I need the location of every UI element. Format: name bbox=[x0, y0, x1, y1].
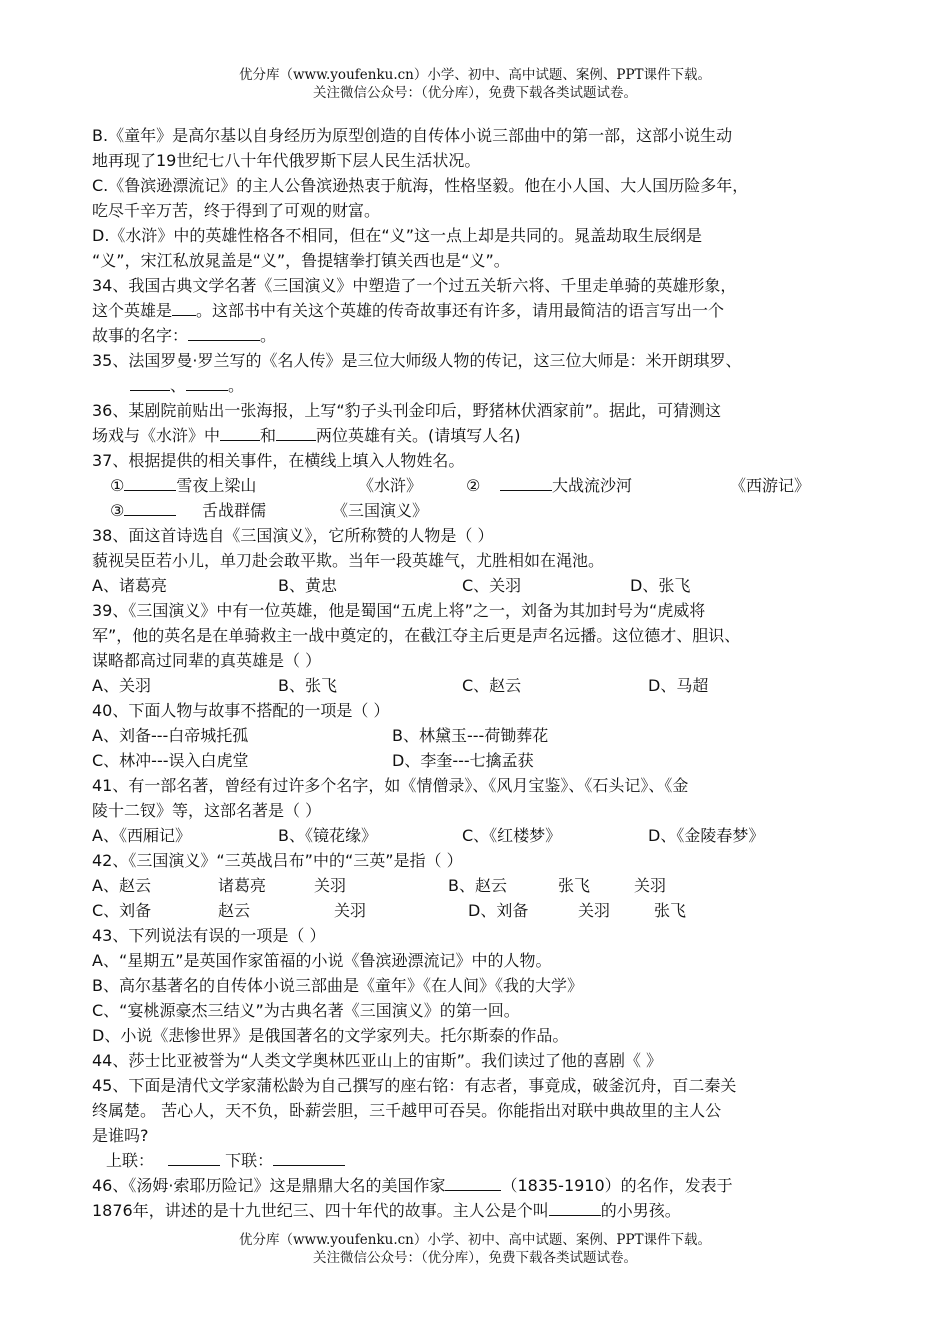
q35-blank-2[interactable] bbox=[186, 373, 228, 391]
q34-story-blank[interactable] bbox=[188, 323, 260, 341]
q34-text: 。这部书中有关这个英雄的传奇故事还有许多，请用最简洁的语言写出一个 bbox=[196, 301, 725, 320]
q42-option-b-name: 张飞 bbox=[558, 876, 591, 895]
q45-line3: 是谁吗? bbox=[92, 1126, 149, 1145]
q42-option-b[interactable]: B、赵云 bbox=[448, 876, 507, 895]
q46-author-blank[interactable] bbox=[445, 1173, 501, 1191]
q37-event: 舌战群儒 bbox=[202, 501, 267, 520]
q40-option-b[interactable]: B、林黛玉---荷锄葬花 bbox=[392, 726, 549, 745]
q45-up-blank[interactable] bbox=[168, 1148, 220, 1166]
q45-line1: 45、下面是清代文学家蒲松龄为自己撰写的座右铭：有志者，事竟成，破釜沉舟，百二秦关 bbox=[92, 1076, 737, 1095]
q36-blank-2[interactable] bbox=[276, 423, 316, 441]
q33-option-d-line2: “义”，宋江私放晁盖是“义”，鲁提辖拳打镇关西也是“义”。 bbox=[92, 251, 510, 270]
q43-option-a[interactable]: A、“星期五”是英国作家笛福的小说《鲁滨逊漂流记》中的人物。 bbox=[92, 951, 552, 970]
q36-text: 和 bbox=[260, 426, 277, 445]
q38-option-b[interactable]: B、黄忠 bbox=[278, 576, 337, 595]
q35-end: 。 bbox=[228, 376, 245, 395]
q35-blank-1[interactable] bbox=[130, 373, 170, 391]
q37-marker: ① bbox=[110, 476, 125, 495]
q34-text: 。 bbox=[260, 326, 277, 345]
q34-hero-blank[interactable] bbox=[172, 298, 196, 316]
q41-line1: 41、有一部名著，曾经有过许多个名字，如《情僧录》、《风月宝鉴》、《石头记》、《金 bbox=[92, 776, 689, 795]
q42-option-d[interactable]: D、刘备 bbox=[468, 901, 529, 920]
q40-options-row1 bbox=[92, 723, 862, 748]
q46-text: （1835-1910）的名作，发表于 bbox=[501, 1176, 733, 1195]
q36-text: 两位英雄有关。(请填写人名) bbox=[316, 426, 521, 445]
q34-line2 bbox=[92, 298, 862, 323]
q38-option-a[interactable]: A、诸葛亮 bbox=[92, 576, 167, 595]
q42-option-c-name: 赵云 bbox=[218, 901, 251, 920]
q39-line1: 39、《三国演义》中有一位英雄，他是蜀国“五虎上将”之一，刘备为其加封号为“虎威将 bbox=[92, 601, 706, 620]
q41-option-a[interactable]: A、《西厢记》 bbox=[92, 826, 191, 845]
q37-item-2 bbox=[500, 473, 632, 498]
q37-row2 bbox=[92, 498, 862, 523]
q37-line1: 37、根据提供的相关事件，在横线上填入人物姓名。 bbox=[92, 451, 465, 470]
q40-line1: 40、下面人物与故事不搭配的一项是（ ） bbox=[92, 701, 390, 720]
q42-option-a-name: 诸葛亮 bbox=[218, 876, 267, 895]
q34-line1: 34、我国古典文学名著《三国演义》中塑造了一个过五关斩六将、千里走单骑的英雄形象， bbox=[92, 276, 737, 295]
q39-option-c[interactable]: C、赵云 bbox=[462, 676, 522, 695]
q41-option-b[interactable]: B、《镜花缘》 bbox=[278, 826, 377, 845]
q37-book-3: 《三国演义》 bbox=[332, 501, 429, 520]
page-header bbox=[0, 66, 950, 102]
q46-text: 的小男孩。 bbox=[600, 1201, 681, 1220]
q42-options-row1 bbox=[92, 873, 862, 898]
q42-option-c[interactable]: C、刘备 bbox=[92, 901, 152, 920]
q36-text: 场戏与《水浒》中 bbox=[92, 426, 221, 445]
q46-protagonist-blank[interactable] bbox=[549, 1198, 601, 1216]
q38-options bbox=[92, 573, 862, 598]
q38-line1: 38、面这首诗选自《三国演义》，它所称赞的人物是（ ） bbox=[92, 526, 494, 545]
q46-line1 bbox=[92, 1173, 862, 1198]
q42-option-a-name: 关羽 bbox=[314, 876, 347, 895]
q43-option-b[interactable]: B、高尔基著名的自传体小说三部曲是《童年》《在人间》《我的大学》 bbox=[92, 976, 583, 995]
q37-marker: ② bbox=[466, 476, 481, 495]
q35-line1: 35、法国罗曼·罗兰写的《名人传》是三位大师级人物的传记，这三位大师是：米开朗琪罗、 bbox=[92, 351, 742, 370]
q45-down-blank[interactable] bbox=[273, 1148, 345, 1166]
q34-text: 这个英雄是 bbox=[92, 301, 173, 320]
q37-blank-2[interactable] bbox=[500, 473, 552, 491]
q44-line1: 44、莎士比亚被誉为“人类文学奥林匹亚山上的宙斯”。我们读过了他的喜剧《 》 bbox=[92, 1051, 663, 1070]
q45-answer-line bbox=[92, 1148, 862, 1173]
q42-option-a[interactable]: A、赵云 bbox=[92, 876, 151, 895]
q41-option-d[interactable]: D、《金陵春梦》 bbox=[648, 826, 765, 845]
footer-line-1: 优分库（www.youfenku.cn）小学、初中、高中试题、案例、PPT课件下载。 bbox=[238, 1232, 712, 1248]
q42-option-d-name: 关羽 bbox=[578, 901, 611, 920]
q33-option-b-line2: 地再现了19世纪七八十年代俄罗斯下层人民生活状况。 bbox=[92, 151, 481, 170]
q46-text: 1876年，讲述的是十九世纪三、四十年代的故事。主人公是个叫 bbox=[92, 1201, 549, 1220]
exam-content bbox=[92, 123, 862, 1223]
q35-line2 bbox=[92, 373, 862, 398]
q37-item-1 bbox=[110, 473, 256, 498]
q43-option-d[interactable]: D、小说《悲惨世界》是俄国著名的文学家列夫。托尔斯泰的作品。 bbox=[92, 1026, 569, 1045]
q45-down-label: 下联： bbox=[225, 1151, 274, 1170]
q42-option-b-name: 关羽 bbox=[634, 876, 667, 895]
q42-option-d-name: 张飞 bbox=[654, 901, 687, 920]
page-footer bbox=[0, 1231, 950, 1267]
q39-option-b[interactable]: B、张飞 bbox=[278, 676, 337, 695]
q46-text: 46、《汤姆·索耶历险记》这是鼎鼎大名的美国作家 bbox=[92, 1176, 446, 1195]
header-line-1: 优分库（www.youfenku.cn）小学、初中、高中试题、案例、PPT课件下载。 bbox=[238, 67, 712, 83]
q39-line2: 军”，他的英名是在单骑救主一战中奠定的，在截江夺主后更是声名远播。这位德才、胆识、 bbox=[92, 626, 741, 645]
header-line-2: 关注微信公众号：（优分库），免费下载各类试题试卷。 bbox=[313, 85, 637, 101]
q38-option-d[interactable]: D、张飞 bbox=[630, 576, 691, 595]
q40-option-c[interactable]: C、林冲---误入白虎堂 bbox=[92, 751, 249, 770]
q45-line2: 终属楚。 苦心人，天不负，卧薪尝胆，三千越甲可吞吴。你能指出对联中典故里的主人公 bbox=[92, 1101, 722, 1120]
q42-option-c-name: 关羽 bbox=[334, 901, 367, 920]
q41-line2: 陵十二钗》等，这部名著是（ ） bbox=[92, 801, 322, 820]
q36-blank-1[interactable] bbox=[220, 423, 260, 441]
q37-row1 bbox=[92, 473, 862, 498]
q43-line1: 43、下列说法有误的一项是（ ） bbox=[92, 926, 326, 945]
q37-book-2: 《西游记》 bbox=[730, 476, 811, 495]
q38-poem: 藐视吴臣若小儿，单刀赴会敢平欺。当年一段英雄气，尤胜相如在渑池。 bbox=[92, 551, 605, 570]
q43-option-c[interactable]: C、“宴桃源豪杰三结义”为古典名著《三国演义》的第一回。 bbox=[92, 1001, 520, 1020]
q33-option-c-line1: C.《鲁滨逊漂流记》的主人公鲁滨逊热衷于航海，性格坚毅。他在小人国、大人国历险多年， bbox=[92, 176, 749, 195]
q37-item-3 bbox=[110, 498, 176, 523]
q33-option-b-line1: B.《童年》是高尔基以自身经历为原型创造的自传体小说三部曲中的第一部，这部小说生动 bbox=[92, 126, 733, 145]
q41-options bbox=[92, 823, 862, 848]
q39-options bbox=[92, 673, 862, 698]
q42-line1: 42、《三国演义》“三英战吕布”中的“三英”是指（ ） bbox=[92, 851, 463, 870]
q33-option-d-line1: D.《水浒》中的英雄性格各不相同，但在“义”这一点上却是共同的。晁盖劫取生辰纲是 bbox=[92, 226, 702, 245]
q37-event: 雪夜上梁山 bbox=[176, 476, 257, 495]
q37-blank-3[interactable] bbox=[124, 498, 176, 516]
q40-option-d[interactable]: D、李奎---七擒孟获 bbox=[392, 751, 534, 770]
q37-event: 大战流沙河 bbox=[552, 476, 633, 495]
q33-option-c-line2: 吃尽千辛万苦，终于得到了可观的财富。 bbox=[92, 201, 381, 220]
q36-line2 bbox=[92, 423, 862, 448]
q34-text: 故事的名字： bbox=[92, 326, 189, 345]
q35-separator: 、 bbox=[170, 376, 187, 395]
q41-option-c[interactable]: C、《红楼梦》 bbox=[462, 826, 562, 845]
footer-line-2: 关注微信公众号：（优分库），免费下载各类试题试卷。 bbox=[313, 1250, 637, 1266]
q40-options-row2 bbox=[92, 748, 862, 773]
q46-line2 bbox=[92, 1198, 862, 1223]
q37-book-1: 《水浒》 bbox=[358, 476, 423, 495]
q37-marker: ③ bbox=[110, 501, 125, 520]
q42-options-row2 bbox=[92, 898, 862, 923]
q34-line3 bbox=[92, 323, 862, 348]
q36-line1: 36、某剧院前贴出一张海报，上写“豹子头刊金印后，野猪林伏酒家前”。据此，可猜测这 bbox=[92, 401, 721, 420]
q40-option-a[interactable]: A、刘备---白帝城托孤 bbox=[92, 726, 249, 745]
q39-option-d[interactable]: D、马超 bbox=[648, 676, 709, 695]
q45-up-label: 上联： bbox=[106, 1151, 155, 1170]
q39-option-a[interactable]: A、关羽 bbox=[92, 676, 151, 695]
q38-option-c[interactable]: C、关羽 bbox=[462, 576, 522, 595]
q37-blank-1[interactable] bbox=[124, 473, 176, 491]
q39-line3: 谋略都高过同辈的真英雄是（ ） bbox=[92, 651, 322, 670]
